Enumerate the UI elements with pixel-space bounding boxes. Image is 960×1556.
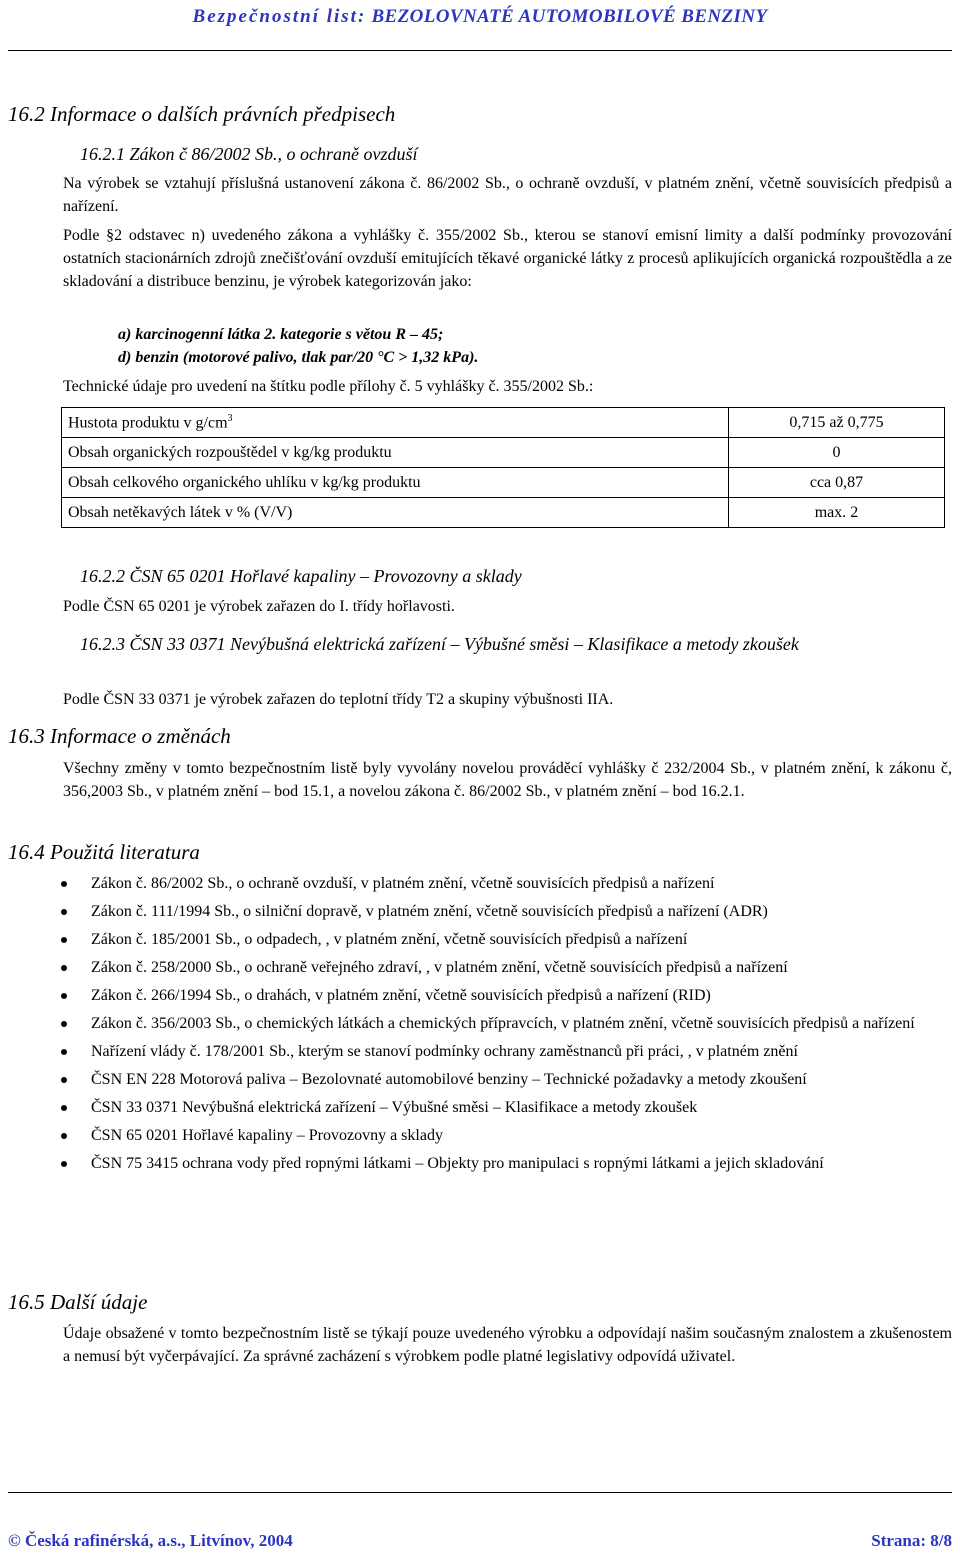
table-cell-label: Obsah organických rozpouštědel v kg/kg produktu bbox=[62, 438, 729, 468]
list-item: Zákon č. 111/1994 Sb., o silniční dopravě, v platném znění, včetně souvisících předpisů a nařízení (ADR) bbox=[61, 900, 952, 923]
category-a: a) karcinogenní látka 2. kategorie s větou R – 45; bbox=[118, 326, 444, 343]
bullet-icon bbox=[61, 1077, 67, 1083]
header-title: BEZOLOVNATÉ AUTOMOBILOVÉ BENZINY bbox=[371, 6, 768, 27]
technical-data-intro: Technické údaje pro uvedení na štítku podle přílohy č. 5 vyhlášky č. 355/2002 Sb.: bbox=[63, 378, 594, 395]
header-rule bbox=[8, 50, 952, 51]
table-cell-label: Obsah celkového organického uhlíku v kg/kg produktu bbox=[62, 468, 729, 498]
bullet-icon bbox=[61, 993, 67, 999]
bullet-icon bbox=[61, 1021, 67, 1027]
table-row bbox=[62, 468, 945, 498]
bullet-icon bbox=[61, 937, 67, 943]
footer-page-number: Strana: 8/8 bbox=[871, 1531, 952, 1550]
footer-copyright: © Česká rafinérská, a.s., Litvínov, 2004 bbox=[8, 1531, 293, 1550]
list-item: Nařízení vlády č. 178/2001 Sb., kterým se stanoví podmínky ochrany zaměstnanců při práci, , v platném znění bbox=[61, 1040, 952, 1063]
bullet-icon bbox=[61, 1105, 67, 1111]
list-item: Zákon č. 86/2002 Sb., o ochraně ovzduší, v platném znění, včetně souvisících předpisů a nařízení bbox=[61, 872, 952, 895]
table-cell-label: Obsah netěkavých látek v % (V/V) bbox=[62, 498, 729, 528]
table-cell-value: 0 bbox=[729, 438, 945, 468]
list-item: Zákon č. 266/1994 Sb., o drahách, v platném znění, včetně souvisících předpisů a nařízení (RID) bbox=[61, 984, 952, 1007]
table-row bbox=[62, 408, 945, 438]
section-16-2-2-heading: 16.2.2 ČSN 65 0201 Hořlavé kapaliny – Provozovny a sklady bbox=[80, 566, 522, 586]
table-row bbox=[62, 498, 945, 528]
list-item: Zákon č. 356/2003 Sb., o chemických látkách a chemických přípravcích, v platném znění, včetně souvisících předpisů a nařízení bbox=[61, 1012, 952, 1035]
table-cell-label: Hustota produktu v $g/cm^3$ bbox=[62, 408, 729, 438]
section-16-5-text: Údaje obsažené v tomto bezpečnostním listě se týkají pouze uvedeného výrobku a odpovídají našim současným znalostem a zkušenostem a nemusí být vyčerpávající. Za správné zacházení s výrobkem podle platné legislativy odpovídá uživatel. bbox=[63, 1325, 952, 1365]
page-header bbox=[0, 6, 960, 28]
section-16-3-text: Všechny změny v tomto bezpečnostním listě byly vyvolány novelou prováděcí vyhlášky č 232/2004 Sb., v platném znění, k zákonu č, 356,2003 Sb., v platném znění – bod 15.1, a novelou zákona č. 86/2002 Sb., v platném znění – bod 16.2.1. bbox=[63, 760, 952, 800]
section-16-2-1-heading: 16.2.1 Zákon č 86/2002 Sb., o ochraně ovzduší bbox=[80, 144, 418, 164]
bullet-icon bbox=[61, 1049, 67, 1055]
table-cell-value: max. 2 bbox=[729, 498, 945, 528]
table-row bbox=[62, 438, 945, 468]
section-16-2-3-heading: 16.2.3 ČSN 33 0371 Nevýbušná elektrická zařízení – Výbušné směsi – Klasifikace a metody zkoušek bbox=[80, 634, 799, 654]
section-16-2-heading: 16.2 Informace o dalších právních předpisech bbox=[8, 102, 396, 126]
footer-rule bbox=[8, 1492, 952, 1493]
section-16-2-1-paragraph-1: Na výrobek se vztahují příslušná ustanovení zákona č. 86/2002 Sb., o ochraně ovzduší, v platném znění, včetně souvisících předpisů a nařízení. bbox=[63, 175, 952, 215]
section-16-2-3-text: Podle ČSN 33 0371 je výrobek zařazen do teplotní třídy T2 a skupiny výbušnosti IIA. bbox=[63, 691, 614, 708]
bullet-icon bbox=[61, 881, 67, 887]
section-16-2-1-paragraph-2: Podle §2 odstavec n) uvedeného zákona a vyhlášky č. 355/2002 Sb., kterou se stanoví emisní limity a další podmínky provozování ostatních stacionárních zdrojů znečišťování ovzduší emitujících těkavé organické látky z procesů aplikujících organická rozpouštědla a ze skladování a distribuce benzinu, je výrobek kategorizován jako: bbox=[63, 227, 952, 290]
section-16-5-heading: 16.5 Další údaje bbox=[8, 1290, 148, 1314]
list-item: Zákon č. 185/2001 Sb., o odpadech, , v platném znění, včetně souvisících předpisů a nařízení bbox=[61, 928, 952, 951]
list-item: ČSN 33 0371 Nevýbušná elektrická zařízení – Výbušné směsi – Klasifikace a metody zkoušek bbox=[61, 1096, 952, 1119]
section-16-2-2-text: Podle ČSN 65 0201 je výrobek zařazen do I. třídy hořlavosti. bbox=[63, 598, 455, 615]
table-cell-value: cca 0,87 bbox=[729, 468, 945, 498]
bullet-icon bbox=[61, 1161, 67, 1167]
literature-list bbox=[61, 872, 952, 1180]
section-16-3-heading: 16.3 Informace o změnách bbox=[8, 724, 231, 748]
list-item: ČSN 65 0201 Hořlavé kapaliny – Provozovny a sklady bbox=[61, 1124, 952, 1147]
bullet-icon bbox=[61, 909, 67, 915]
technical-data-table bbox=[61, 407, 945, 528]
bullet-icon bbox=[61, 1133, 67, 1139]
list-item: ČSN EN 228 Motorová paliva – Bezolovnaté automobilové benziny – Technické požadavky a metody zkoušení bbox=[61, 1068, 952, 1091]
table-cell-value: 0,715 až 0,775 bbox=[729, 408, 945, 438]
list-item: ČSN 75 3415 ochrana vody před ropnými látkami – Objekty pro manipulaci s ropnými látkami a jejich skladování bbox=[61, 1152, 952, 1175]
list-item: Zákon č. 258/2000 Sb., o ochraně veřejného zdraví, , v platném znění, včetně souvisících předpisů a nařízení bbox=[61, 956, 952, 979]
header-label: Bezpečnostní list: bbox=[192, 6, 367, 27]
category-d: d) benzin (motorové palivo, tlak par/20 °C > 1,32 kPa). bbox=[118, 349, 479, 366]
section-16-4-heading: 16.4 Použitá literatura bbox=[8, 840, 200, 864]
bullet-icon bbox=[61, 965, 67, 971]
